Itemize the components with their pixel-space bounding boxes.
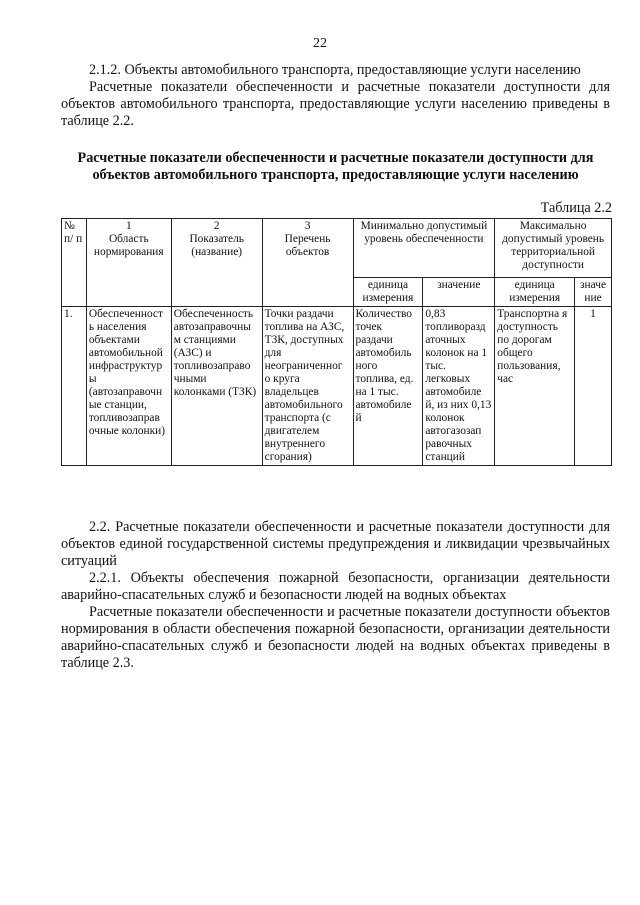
table-title: Расчетные показатели обеспеченности и расчетные показатели доступности для объектов автомобильного транспорта, предоставляющие услуги населению — [77, 150, 594, 183]
section-paragraph-2-2: Расчетные показатели обеспеченности и расчетные показатели доступности объектов нормирования в области обеспечения пожарной безопасности, организации деятельности аварийно-спасательных служб и безопасности людей на водных объектах приведены в таблице 2.3. — [61, 604, 610, 671]
header-area-label: Область нормирования — [93, 233, 164, 258]
cell-indicator: Обеспеченность автозаправочны м станциями (АЗС) и топливозаправо чными колонками (ТЗК) — [171, 307, 262, 466]
cell-num: 1. — [62, 307, 87, 466]
header-indicator — [171, 219, 262, 307]
header-objects-label: Перечень объектов — [284, 233, 331, 258]
standards-table — [61, 218, 612, 466]
cell-objects: Точки раздачи топлива на АЗС, ТЗК, доступных для неограниченног о круга владельцев автомобильного транспорта (с двигателем внутреннего сгорания) — [262, 307, 353, 466]
header-max-access: Максимально допустимый уровень территориальной доступности — [495, 219, 612, 278]
header-area — [86, 219, 171, 307]
header-area-num: 1 — [125, 220, 132, 232]
cell-min-value: 0,83 топливоразд аточных колонок на 1 тыс. легковых автомобиле й, из них 0,13 колонок автогазозап равочных станций — [423, 307, 495, 466]
section-subheading-2-2-1: 2.2.1. Объекты обеспечения пожарной безопасности, организации деятельности аварийно-спасательных служб и безопасности людей на водных объектах — [61, 570, 610, 603]
header-min-unit: единица измерения — [353, 278, 423, 307]
table-row — [62, 307, 612, 466]
section-heading-2-2: 2.2. Расчетные показатели обеспеченности и расчетные показатели доступности для объектов единой государственной системы предупреждения и ликвидации чрезвычайных ситуаций — [61, 519, 610, 569]
section-2-2 — [61, 519, 610, 672]
section-heading: 2.1.2. Объекты автомобильного транспорта, предоставляющие услуги населению — [89, 62, 581, 78]
header-num: № п/ п — [62, 219, 87, 307]
header-min-level: Минимально допустимый уровень обеспеченности — [353, 219, 495, 278]
cell-min-unit: Количество точек раздачи автомобиль ного топлива, ед. на 1 тыс. автомобиле й — [353, 307, 423, 466]
cell-max-unit: Транспортна я доступность по дорогам общего пользования, час — [495, 307, 575, 466]
header-indicator-label: Показатель (название) — [189, 233, 244, 258]
header-min-value: значение — [423, 278, 495, 307]
header-objects — [262, 219, 353, 307]
page-number: 22 — [313, 36, 327, 51]
cell-max-value: 1 — [575, 307, 612, 466]
section-paragraph: Расчетные показатели обеспеченности и расчетные показатели доступности для объектов автомобильного транспорта, предоставляющие услуги населению приведены в таблице 2.2. — [61, 79, 610, 129]
cell-area: Обеспеченност ь населения объектами автомобильной инфраструктур ы (автозаправочн ые станции, топливозаправ очные колонки) — [86, 307, 171, 466]
header-indicator-num: 2 — [213, 220, 220, 232]
table-header-row — [62, 219, 612, 278]
table-label: Таблица 2.2 — [540, 200, 612, 216]
header-max-value: значе ние — [575, 278, 612, 307]
header-objects-num: 3 — [304, 220, 311, 232]
section-2-1-2 — [61, 62, 610, 130]
header-max-unit: единица измерения — [495, 278, 575, 307]
